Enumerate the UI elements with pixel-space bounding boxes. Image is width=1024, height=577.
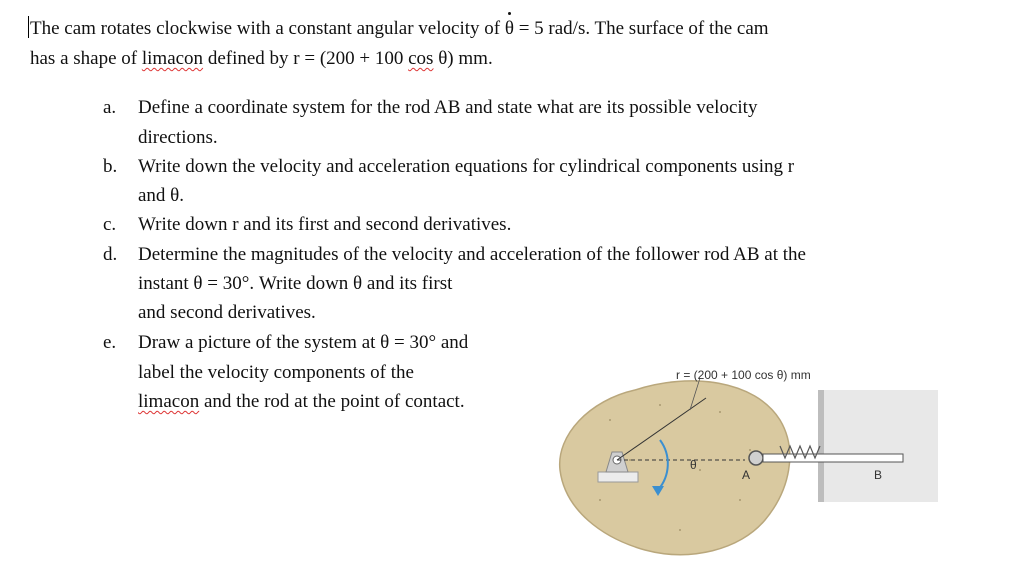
cam-figure-svg (540, 350, 940, 572)
item-e-marker: e. (103, 332, 117, 353)
item-b-line-2: and θ. (138, 185, 185, 206)
item-e-line-3: limacon and the rod at the point of contact. (138, 391, 465, 412)
text-cursor (28, 16, 29, 38)
item-e-line-2: label the velocity components of the (138, 362, 414, 383)
guide-wall (818, 390, 938, 502)
item-e-line-1: Draw a picture of the system at θ = 30° and (138, 332, 469, 353)
item-a-marker: a. (103, 97, 117, 118)
item-d-marker: d. (103, 244, 118, 265)
item-a-line-2: directions. (138, 127, 218, 148)
theta-label: θ (690, 458, 697, 472)
item-b-marker: b. (103, 156, 118, 177)
item-d-line-3: and second derivatives. (138, 302, 316, 323)
theta-dot-symbol: θ (504, 18, 514, 39)
item-a-line-1: Define a coordinate system for the rod AB and state what are its possible velocity (138, 97, 758, 118)
spellcheck-word-cos: cos (408, 48, 434, 69)
pin-base (598, 472, 638, 482)
spellcheck-word-limacon: limacon (141, 48, 204, 69)
cam-body (560, 381, 790, 555)
problem-line-2: has a shape of limacon defined by r = (200 + 100 cos θ) mm. (30, 48, 493, 69)
guide-wall-edge (818, 390, 824, 502)
equation-label: r = (200 + 100 cos θ) mm (676, 368, 811, 382)
follower-roller (749, 451, 763, 465)
item-b-line-1: Write down the velocity and acceleration equations for cylindrical components using r (138, 156, 795, 177)
point-b-label: B (874, 468, 883, 482)
item-c-marker: c. (103, 214, 117, 235)
spellcheck-word-limacon-2: limacon (138, 391, 200, 412)
problem-line-1: The cam rotates clockwise with a constant angular velocity of θ = 5 rad/s. The surface of the cam (30, 18, 769, 39)
item-d-line-2: instant θ = 30°. Write down θ and its first (138, 273, 453, 294)
item-d-line-1: Determine the magnitudes of the velocity and acceleration of the follower rod AB at the (138, 244, 806, 265)
item-c-line-1: Write down r and its first and second derivatives. (138, 214, 512, 235)
point-a-label: A (742, 468, 751, 482)
cam-follower-figure (540, 350, 940, 572)
